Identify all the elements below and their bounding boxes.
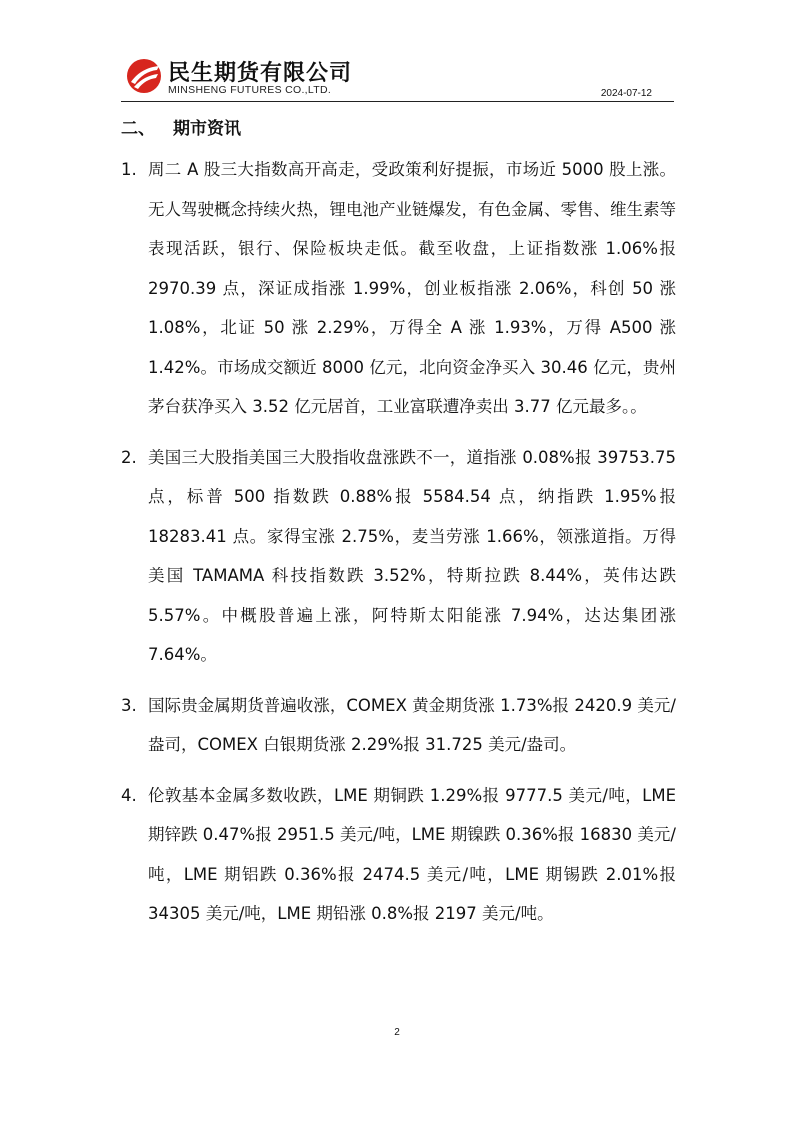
news-list [121, 150, 676, 945]
page-header [126, 56, 674, 102]
item-number: 4. [121, 785, 137, 805]
section-title: 期市资讯 [173, 119, 241, 139]
company-name-en: MINSHENG FUTURES CO.,LTD. [168, 84, 332, 96]
item-text: 美国三大股指美国三大股指收盘涨跌不一，道指涨 0.08%报 39753.75 点，标普 500 指数跌 0.88%报 5584.54 点，纳指跌 1.95%报 18283.41 点。家得宝涨 2.75%，麦当劳涨 1.66%，领涨道指。万得美国 TAMAMA 科技指数跌 3.52%，特斯拉跌 8.44%，英伟达跌 5.57%。中概股普遍上涨，阿特斯太阳能涨 7.94%，达达集团涨 7.64%。 [148, 447, 676, 664]
item-number: 2. [121, 447, 137, 467]
item-number: 1. [121, 160, 137, 179]
header-divider [121, 101, 674, 102]
item-text: 国际贵金属期货普遍收涨，COMEX 黄金期货涨 1.73%报 2420.9 美元/盎司，COMEX 白银期货涨 2.29%报 31.725 美元/盎司。 [148, 695, 676, 754]
section-number: 二、 [121, 119, 155, 139]
list-item [121, 150, 676, 427]
item-number: 3. [121, 695, 137, 715]
company-name-cn: 民生期货有限公司 [168, 61, 353, 86]
minsheng-logo-icon [126, 58, 162, 94]
page-number: 2 [394, 1027, 400, 1038]
item-text: 周二 A 股三大指数高开高走，受政策利好提振，市场近 5000 股上涨。无人驾驶概念持续火热，锂电池产业链爆发，有色金属、零售、维生素等表现活跃，银行、保险板块走低。截至收盘，上证指数涨 1.06%报 2970.39 点，深证成指涨 1.99%，创业板指涨 2.06%，科创 50 涨 1.08%，北证 50 涨 2.29%，万得全 A 涨 1.93%，万得 A500 涨 1.42%。市场成交额近 8000 亿元，北向资金净买入 30.46 亿元，贵州茅台获净买入 3.52 亿元居首，工业富联遭净卖出 3.77 亿元最多。。 [148, 160, 676, 416]
item-text: 伦敦基本金属多数收跌，LME 期铜跌 1.29%报 9777.5 美元/吨，LME 期锌跌 0.47%报 2951.5 美元/吨，LME 期镍跌 0.36%报 16830 美元/吨，LME 期铝跌 0.36%报 2474.5 美元/吨，LME 期锡跌 2.01%报 34305 美元/吨，LME 期铅涨 0.8%报 2197 美元/吨。 [148, 785, 676, 923]
section-heading [121, 114, 241, 139]
list-item [121, 686, 676, 765]
report-date: 2024-07-12 [600, 88, 652, 99]
list-item [121, 776, 676, 934]
list-item [121, 438, 676, 675]
